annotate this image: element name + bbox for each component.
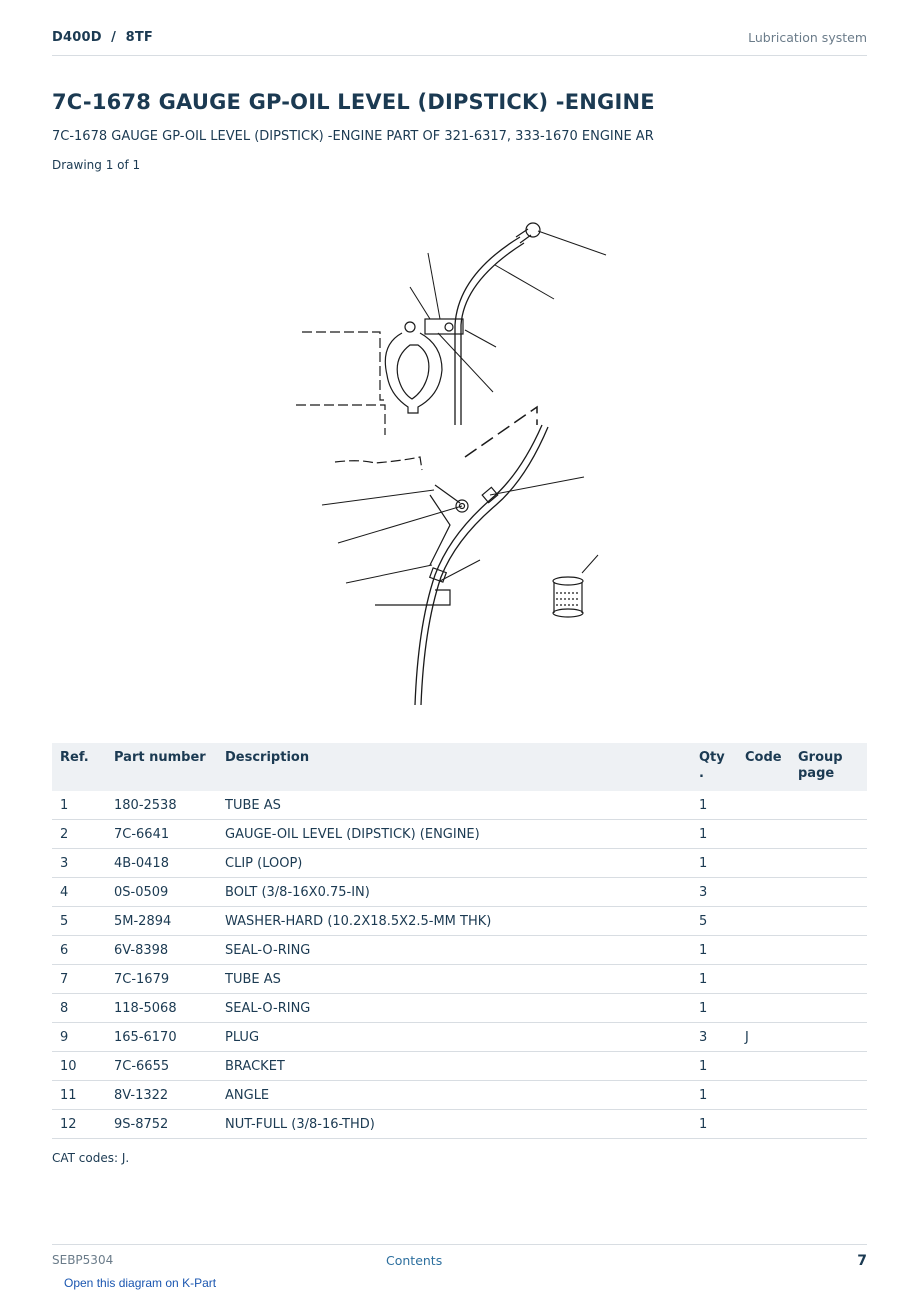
break-line-drawing	[465, 407, 537, 457]
group-page-cell	[790, 936, 867, 965]
column-header-part-number: Part number	[106, 743, 217, 791]
qty-cell: 3	[691, 1023, 737, 1052]
lower-tube-drawing	[375, 425, 548, 705]
part-number-cell: 5M-2894	[106, 907, 217, 936]
code-cell	[737, 1110, 790, 1139]
table-header-row	[52, 743, 867, 791]
qty-cell: 1	[691, 936, 737, 965]
description-cell: ANGLE	[217, 1081, 691, 1110]
description-cell: TUBE AS	[217, 965, 691, 994]
ref-cell: 8	[52, 994, 106, 1023]
code-cell	[737, 1081, 790, 1110]
page-title: 7C-1678 GAUGE GP-OIL LEVEL (DIPSTICK) -ENGINE	[52, 90, 655, 114]
group-page-cell	[790, 965, 867, 994]
qty-cell: 1	[691, 791, 737, 820]
part-number-cell: 9S-8752	[106, 1110, 217, 1139]
part-number-cell: 6V-8398	[106, 936, 217, 965]
ref-cell: 7	[52, 965, 106, 994]
ref-cell: 4	[52, 878, 106, 907]
qty-cell: 1	[691, 965, 737, 994]
code-cell	[737, 820, 790, 849]
qty-cell: 1	[691, 1052, 737, 1081]
ref-cell: 10	[52, 1052, 106, 1081]
table-row	[52, 907, 867, 936]
ref-cell: 1	[52, 791, 106, 820]
qty-cell: 1	[691, 1081, 737, 1110]
part-number-cell: 4B-0418	[106, 849, 217, 878]
description-cell: SEAL-O-RING	[217, 994, 691, 1023]
code-cell	[737, 791, 790, 820]
part-number-cell: 180-2538	[106, 791, 217, 820]
table-row	[52, 791, 867, 820]
column-header-description: Description	[217, 743, 691, 791]
column-header-group-page: Group page	[790, 743, 867, 791]
group-page-cell	[790, 1081, 867, 1110]
group-page-cell	[790, 791, 867, 820]
ref-cell: 12	[52, 1110, 106, 1139]
parts-diagram	[290, 185, 620, 715]
description-cell: WASHER-HARD (10.2X18.5X2.5-MM THK)	[217, 907, 691, 936]
table-row	[52, 1023, 867, 1052]
document-id: SEBP5304	[52, 1253, 114, 1267]
group-page-cell	[790, 994, 867, 1023]
seal-drawing	[553, 577, 583, 617]
code-cell	[737, 878, 790, 907]
table-row	[52, 1081, 867, 1110]
description-cell: CLIP (LOOP)	[217, 849, 691, 878]
page-subtitle: 7C-1678 GAUGE GP-OIL LEVEL (DIPSTICK) -ENGINE PART OF 321-6317, 333-1670 ENGINE AR	[52, 129, 654, 144]
description-cell: SEAL-O-RING	[217, 936, 691, 965]
description-cell: BOLT (3/8-16X0.75-IN)	[217, 878, 691, 907]
section-name: Lubrication system	[748, 30, 867, 45]
column-header-code: Code	[737, 743, 790, 791]
upper-tube-drawing	[455, 223, 540, 425]
description-cell: NUT-FULL (3/8-16-THD)	[217, 1110, 691, 1139]
code-cell: J	[737, 1023, 790, 1052]
part-number-cell: 0S-0509	[106, 878, 217, 907]
group-page-cell	[790, 820, 867, 849]
column-header-ref: Ref.	[52, 743, 106, 791]
table-row	[52, 878, 867, 907]
code-cell	[737, 965, 790, 994]
ref-cell: 9	[52, 1023, 106, 1052]
page-footer	[52, 1244, 867, 1275]
qty-cell: 3	[691, 878, 737, 907]
table-row	[52, 965, 867, 994]
open-kpart-link[interactable]: Open this diagram on K-Part	[64, 1276, 217, 1290]
ref-cell: 6	[52, 936, 106, 965]
qty-cell: 5	[691, 907, 737, 936]
qty-cell: 1	[691, 849, 737, 878]
code-cell	[737, 849, 790, 878]
cat-codes-note: CAT codes: J.	[52, 1151, 130, 1165]
code-cell	[737, 936, 790, 965]
description-cell: PLUG	[217, 1023, 691, 1052]
drawing-count: Drawing 1 of 1	[52, 158, 141, 172]
leader-lines	[322, 231, 606, 583]
qty-cell: 1	[691, 994, 737, 1023]
table-row	[52, 1052, 867, 1081]
contents-link[interactable]: Contents	[386, 1253, 443, 1268]
part-number-cell: 8V-1322	[106, 1081, 217, 1110]
page-number: 7	[857, 1253, 867, 1269]
table-row	[52, 936, 867, 965]
code-cell	[737, 1052, 790, 1081]
part-number-cell: 118-5068	[106, 994, 217, 1023]
group-page-cell	[790, 1110, 867, 1139]
group-page-cell	[790, 849, 867, 878]
part-number-cell: 7C-6655	[106, 1052, 217, 1081]
ref-cell: 3	[52, 849, 106, 878]
ref-cell: 11	[52, 1081, 106, 1110]
group-page-cell	[790, 1052, 867, 1081]
group-page-cell	[790, 1023, 867, 1052]
ref-cell: 2	[52, 820, 106, 849]
page-header	[52, 28, 867, 56]
ref-cell: 5	[52, 907, 106, 936]
qty-cell: 1	[691, 1110, 737, 1139]
part-number-cell: 7C-6641	[106, 820, 217, 849]
table-row	[52, 820, 867, 849]
code-cell	[737, 907, 790, 936]
column-header-qty: Qty .	[691, 743, 737, 791]
description-cell: BRACKET	[217, 1052, 691, 1081]
engine-outline-drawing	[296, 332, 422, 470]
table-row	[52, 994, 867, 1023]
description-cell: GAUGE-OIL LEVEL (DIPSTICK) (ENGINE)	[217, 820, 691, 849]
group-page-cell	[790, 878, 867, 907]
part-number-cell: 7C-1679	[106, 965, 217, 994]
table-row	[52, 1110, 867, 1139]
clip-drawing	[385, 319, 463, 413]
description-cell: TUBE AS	[217, 791, 691, 820]
qty-cell: 1	[691, 820, 737, 849]
code-cell	[737, 994, 790, 1023]
breadcrumb: D400D / 8TF	[52, 30, 153, 45]
group-page-cell	[790, 907, 867, 936]
table-row	[52, 849, 867, 878]
part-number-cell: 165-6170	[106, 1023, 217, 1052]
parts-table	[52, 743, 867, 1139]
